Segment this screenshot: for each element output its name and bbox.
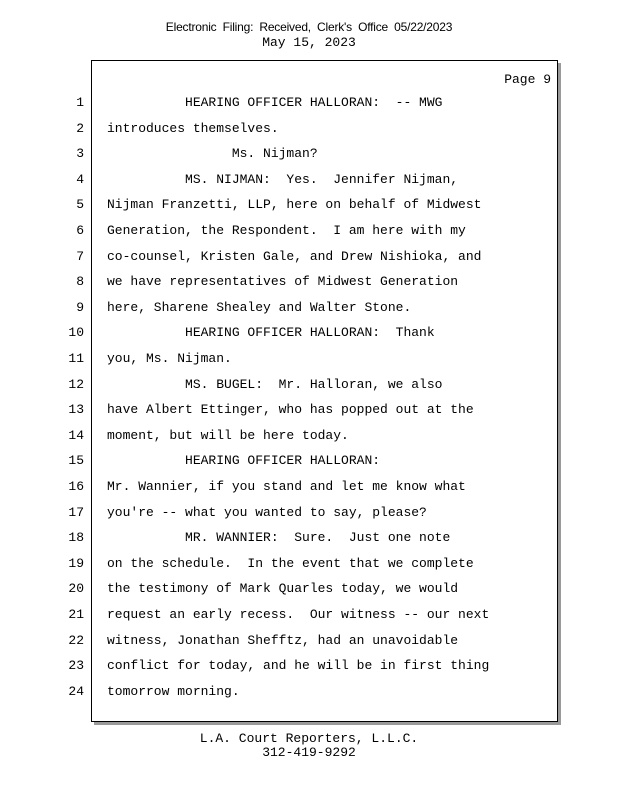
line-number: 13 bbox=[68, 402, 84, 418]
transcript-line: introduces themselves. bbox=[107, 120, 279, 136]
transcript-line: witness, Jonathan Shefftz, had an unavoidable bbox=[107, 632, 459, 648]
transcript-line: HEARING OFFICER HALLORAN: Thank bbox=[107, 325, 435, 341]
line-number: 8 bbox=[76, 274, 84, 290]
line-number: 19 bbox=[68, 555, 84, 571]
line-number: 1 bbox=[76, 95, 84, 110]
transcript-line: have Albert Ettinger, who has popped out at the bbox=[107, 402, 474, 418]
line-number: 4 bbox=[76, 171, 84, 187]
line-number: 24 bbox=[68, 683, 84, 699]
line-number: 23 bbox=[68, 658, 84, 674]
transcript-line: you're -- what you wanted to say, please? bbox=[107, 504, 427, 520]
transcript-line: Generation, the Respondent. I am here with my bbox=[107, 223, 466, 238]
transcript-line: Ms. Nijman? bbox=[107, 146, 318, 162]
line-number: 21 bbox=[68, 607, 84, 622]
line-number: 14 bbox=[68, 427, 84, 443]
transcript-line: moment, but will be here today. bbox=[107, 427, 349, 443]
transcript-line: the testimony of Mark Quarles today, we would bbox=[107, 581, 459, 597]
reporter-company: L.A. Court Reporters, L.L.C. bbox=[199, 731, 419, 746]
line-number: 17 bbox=[68, 504, 84, 520]
transcript-line: co-counsel, Kristen Gale, and Drew Nishioka, and bbox=[107, 248, 482, 264]
line-number: 2 bbox=[76, 120, 84, 136]
transcript-line: MS. BUGEL: Mr. Halloran, we also bbox=[107, 376, 443, 392]
transcript-date: May 15, 2023 bbox=[262, 35, 356, 50]
transcript-line: you, Ms. Nijman. bbox=[107, 351, 232, 366]
line-number: 7 bbox=[76, 248, 84, 264]
line-number: 20 bbox=[68, 581, 84, 597]
transcript-line: Nijman Franzetti, LLP, here on behalf of Midwest bbox=[107, 197, 482, 213]
transcript-line: conflict for today, and he will be in first thing bbox=[107, 658, 490, 674]
reporter-phone: 312-419-9292 bbox=[262, 745, 356, 760]
line-number: 9 bbox=[76, 299, 84, 315]
filing-stamp: Electronic Filing: Received, Clerk's Office 05/22/2023 bbox=[165, 20, 453, 34]
line-number: 16 bbox=[68, 479, 84, 494]
transcript-line: we have representatives of Midwest Generation bbox=[107, 274, 459, 290]
page-number: Page 9 bbox=[504, 72, 551, 87]
transcript-line: here, Sharene Shealey and Walter Stone. bbox=[107, 299, 412, 315]
transcript-line: tomorrow morning. bbox=[107, 683, 240, 699]
transcript-line: HEARING OFFICER HALLORAN: -- MWG bbox=[107, 95, 443, 110]
page-footer bbox=[0, 732, 618, 760]
line-number: 22 bbox=[68, 632, 84, 648]
transcript-line: MS. NIJMAN: Yes. Jennifer Nijman, bbox=[107, 171, 459, 187]
transcript-line: on the schedule. In the event that we complete bbox=[107, 555, 474, 571]
line-number: 12 bbox=[68, 376, 84, 392]
transcript-line: MR. WANNIER: Sure. Just one note bbox=[107, 530, 451, 546]
transcript-line: request an early recess. Our witness -- our next bbox=[107, 607, 490, 622]
line-number: 6 bbox=[76, 223, 84, 238]
line-number: 10 bbox=[68, 325, 84, 341]
line-number: 15 bbox=[68, 453, 84, 469]
line-number: 11 bbox=[68, 351, 84, 366]
transcript-line: Mr. Wannier, if you stand and let me know what bbox=[107, 479, 466, 494]
transcript-line: HEARING OFFICER HALLORAN: bbox=[107, 453, 381, 469]
line-number: 18 bbox=[68, 530, 84, 546]
line-number: 3 bbox=[76, 146, 84, 162]
line-number: 5 bbox=[76, 197, 84, 213]
